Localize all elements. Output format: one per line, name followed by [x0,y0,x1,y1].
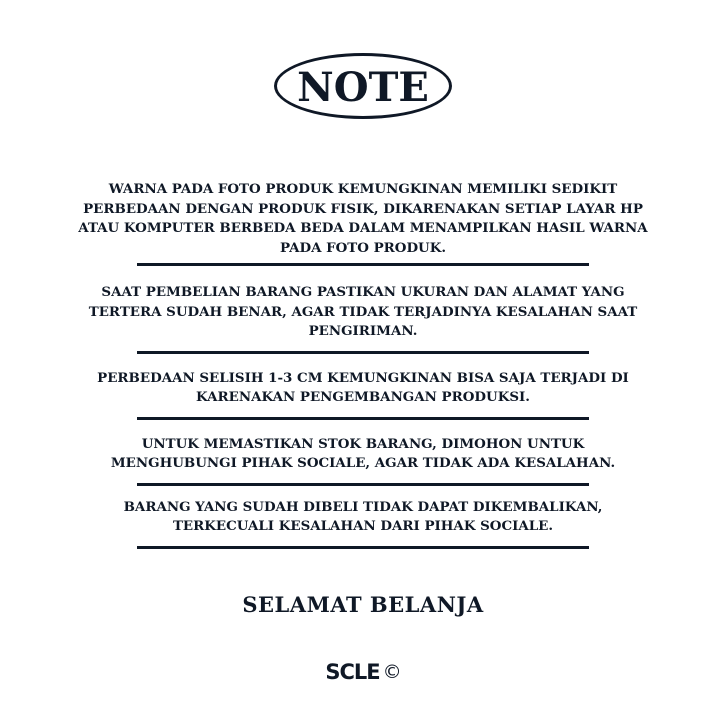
notes-list [78,180,648,549]
note-divider [137,351,589,354]
note-item-color-difference: WARNA PADA FOTO PRODUK KEMUNGKINAN MEMILIKI SEDIKIT PERBEDAAN DENGAN PRODUK FISIK, DIKARENAKAN SETIAP LAYAR HP ATAU KOMPUTER BERBEDA BEDA DALAM MENAMPILKAN HASIL WARNA PADA FOTO PRODUK. [78,181,648,256]
note-item-size-tolerance: PERBEDAAN SELISIH 1-3 CM KEMUNGKINAN BISA SAJA TERJADI DI KARENAKAN PENGEMBANGAN PRODUKSI. [97,369,629,405]
title-oval-badge [274,53,452,119]
brand-logo [0,660,726,684]
closing-greeting: SELAMAT BELANJA [242,592,484,617]
page-title: NOTE [297,63,429,111]
note-item-check-size-address: SAAT PEMBELIAN BARANG PASTIKAN UKURAN DAN ALAMAT YANG TERTERA SUDAH BENAR, AGAR TIDAK TERJADINYA KESALAHAN SAAT PENGIRIMAN. [88,284,638,339]
note-divider [137,546,589,549]
brand-logo-text: SCLE [325,660,380,684]
note-divider [137,483,589,486]
note-item-stock-contact: UNTUK MEMASTIKAN STOK BARANG, DIMOHON UNTUK MENGHUBUNGI PIHAK SOCIALE, AGAR TIDAK ADA KESALAHAN. [110,435,616,471]
copyright-icon: © [382,661,401,683]
note-divider [137,263,589,266]
note-item-no-returns: BARANG YANG SUDAH DIBELI TIDAK DAPAT DIKEMBALIKAN, TERKECUALI KESALAHAN DARI PIHAK SOCIALE. [123,498,603,534]
note-divider [137,417,589,420]
